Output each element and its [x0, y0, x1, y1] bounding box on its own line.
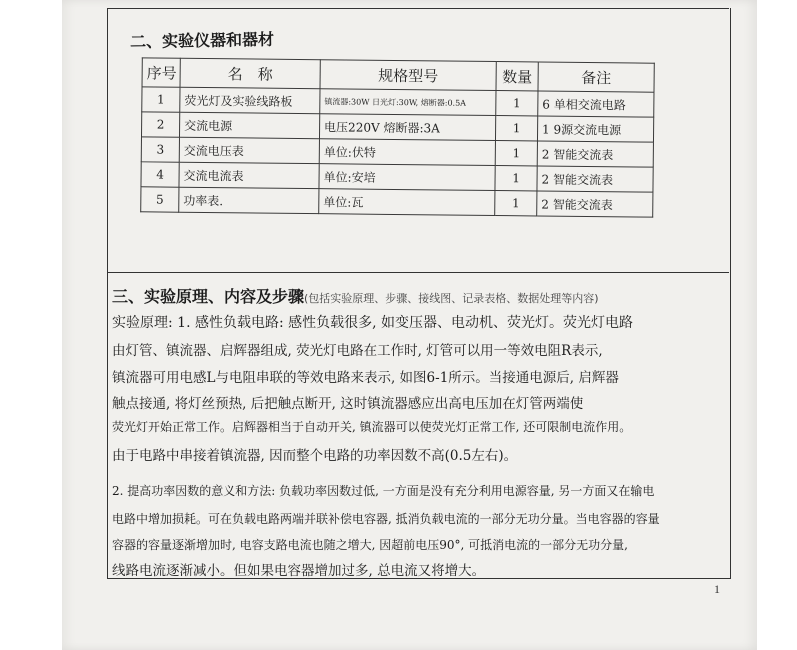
cell-note: 2 智能交流表	[537, 191, 653, 217]
cell-name: 功率表.	[179, 187, 319, 213]
cell-spec: 单位:伏特	[319, 139, 495, 166]
cell-spec: 镇流器:30W 日光灯:30W, 熔断器:0.5A	[320, 89, 496, 116]
cell-qty: 1	[495, 166, 537, 191]
handwritten-line: 容器的容量逐渐增加时, 电容支路电流也随之增大, 因超前电压90°, 可抵消电流的一部分无功分量,	[112, 538, 628, 552]
header-note: 备注	[538, 62, 654, 92]
cell-qty: 1	[495, 141, 537, 166]
section-divider	[107, 272, 729, 273]
handwritten-line: 镇流器可用电感L与电阻串联的等效电路来表示, 如图6-1所示。当接通电源后, 启辉器	[112, 370, 619, 386]
cell-note: 2 智能交流表	[537, 141, 653, 167]
cell-qty: 1	[496, 91, 538, 116]
cell-index: 1	[142, 87, 180, 112]
page-number: 1	[714, 582, 720, 596]
cell-note: 6 单相交流电路	[538, 91, 654, 117]
section3-note: (包括实验原理、步骤、接线图、记录表格、数据处理等内容)	[304, 292, 599, 305]
section3-title: 三、实验原理、内容及步骤	[112, 287, 305, 306]
cell-note: 1 9源交流电源	[537, 116, 653, 142]
cell-index: 3	[141, 137, 179, 162]
handwritten-line: 由灯管、镇流器、启辉器组成, 荧光灯电路在工作时, 灯管可以用一等效电阻R表示,	[112, 343, 603, 359]
cell-name: 荧光灯及实验线路板	[180, 87, 320, 113]
handwritten-line: 由于电路中串接着镇流器, 因而整个电路的功率因数不高(0.5左右)。	[112, 448, 518, 464]
header-index: 序号	[142, 58, 180, 87]
handwritten-line: 实验原理: 1. 感性负载电路: 感性负载很多, 如变压器、电动机、荧光灯。荧光灯电路	[112, 315, 634, 331]
cell-spec: 电压220V 熔断器:3A	[319, 114, 495, 141]
cell-qty: 1	[495, 191, 537, 216]
header-name: 名 称	[180, 58, 320, 88]
equipment-table	[140, 57, 655, 217]
handwritten-line: 线路电流逐渐减小。但如果电容器增加过多, 总电流又将增大。	[112, 563, 486, 579]
handwritten-line: 荧光灯开始正常工作。启辉器相当于自动开关, 镇流器可以使荧光灯正常工作, 还可限制电流作用。	[112, 420, 632, 434]
cell-spec: 单位:瓦	[319, 189, 495, 216]
section2-title: 二、实验仪器和器材	[129, 29, 275, 52]
handwritten-line: 触点接通, 将灯丝预热, 后把触点断开, 这时镇流器感应出高电压加在灯管两端使	[112, 396, 584, 412]
handwritten-line: 电路中增加损耗。可在负载电路两端并联补偿电容器, 抵消负载电流的一部分无功分量。当电容器的容量	[112, 512, 660, 526]
section3-heading	[112, 284, 599, 307]
header-qty: 数量	[496, 62, 538, 91]
cell-qty: 1	[495, 116, 537, 141]
cell-name: 交流电流表	[179, 162, 319, 188]
background-left	[0, 0, 62, 650]
table-row	[141, 187, 653, 217]
cell-index: 4	[141, 162, 179, 187]
cell-index: 2	[141, 112, 179, 137]
cell-name: 交流电源	[179, 112, 319, 138]
cell-note: 2 智能交流表	[537, 166, 653, 192]
cell-name: 交流电压表	[179, 137, 319, 163]
header-spec: 规格型号	[320, 60, 496, 91]
cell-spec: 单位:安培	[319, 164, 495, 191]
cell-index: 5	[141, 187, 179, 212]
handwritten-line: 2. 提高功率因数的意义和方法: 负载功率因数过低, 一方面是没有充分利用电源容量, 另一方面又在输电	[112, 484, 655, 498]
